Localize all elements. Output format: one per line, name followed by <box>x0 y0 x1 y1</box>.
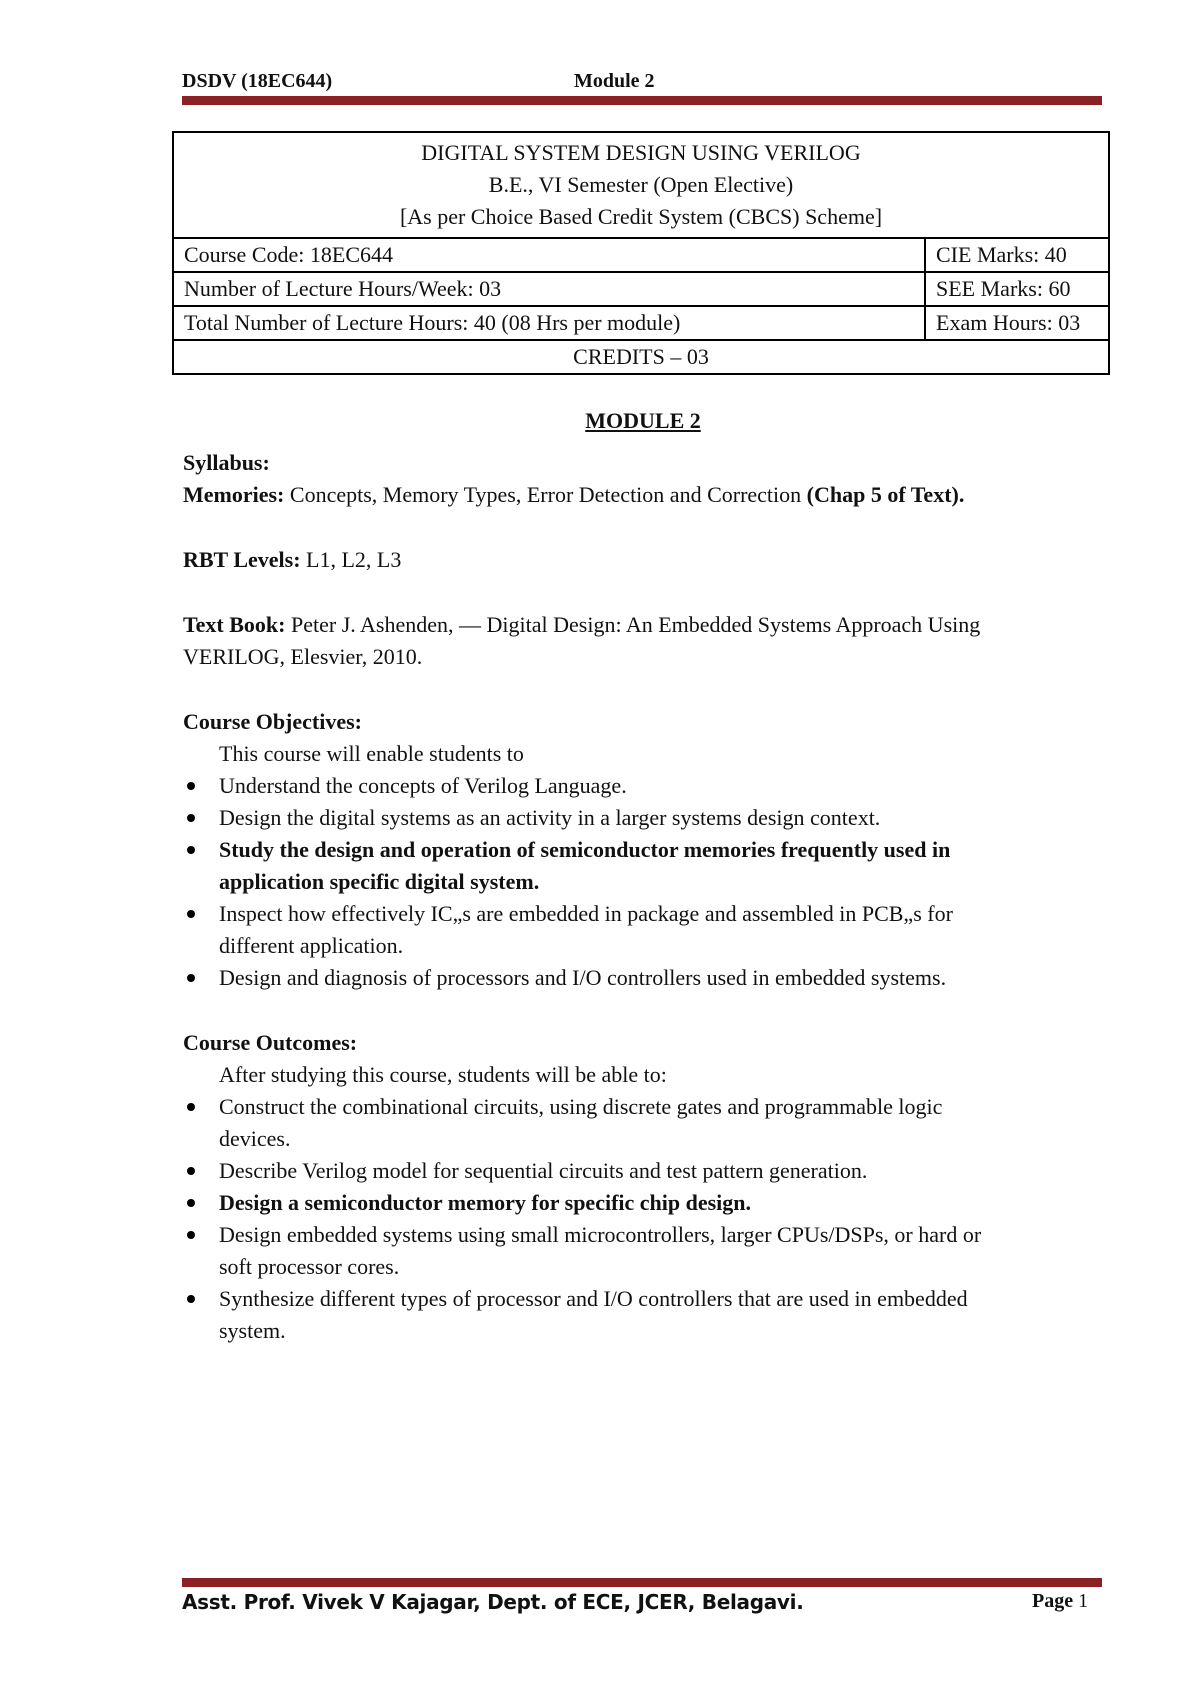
list-item-text: Synthesize different types of processor and I/O controllers that are used in embedded <box>219 1286 968 1311</box>
rbt-text: L1, L2, L3 <box>300 547 402 572</box>
list-item <box>183 1155 1103 1187</box>
table-row <box>173 272 1109 306</box>
memories-line <box>183 479 1103 511</box>
page-number <box>1032 1590 1088 1613</box>
page-label: Page <box>1032 1590 1074 1612</box>
list-item <box>183 834 1103 898</box>
list-item-text: system. <box>219 1318 286 1343</box>
total-lecture-hours-cell: Total Number of Lecture Hours: 40 (08 Hrs per module) <box>173 306 925 340</box>
bullet-icon <box>187 782 195 790</box>
table-row <box>173 238 1109 272</box>
memories-ref: (Chap 5 of Text). <box>806 482 965 507</box>
credits-cell: CREDITS – 03 <box>173 340 1109 374</box>
header-rule <box>182 96 1102 105</box>
memories-label: Memories: <box>183 482 285 507</box>
list-item-text: Design a semiconductor memory for specific chip design. <box>219 1190 752 1215</box>
footer-author: Asst. Prof. Vivek V Kajagar, Dept. of ECE, JCER, Belagavi. <box>182 1590 804 1614</box>
list-item <box>183 802 1103 834</box>
list-item-text: Describe Verilog model for sequential circuits and test pattern generation. <box>219 1158 868 1183</box>
outcomes-intro: After studying this course, students will be able to: <box>219 1062 667 1087</box>
bullet-icon <box>187 1199 195 1207</box>
bullet-icon <box>187 1103 195 1111</box>
module-title: MODULE 2 <box>585 408 701 433</box>
bullet-icon <box>187 910 195 918</box>
list-item-text: application specific digital system. <box>219 869 540 894</box>
objectives-heading: Course Objectives: <box>183 709 363 734</box>
list-item <box>183 898 1103 962</box>
course-scheme: [As per Choice Based Credit System (CBCS) Scheme] <box>399 204 883 229</box>
course-info-table <box>172 131 1110 375</box>
textbook-line <box>183 609 1103 641</box>
list-item <box>183 770 1103 802</box>
course-code-cell: Course Code: 18EC644 <box>173 238 925 272</box>
see-marks-cell: SEE Marks: 60 <box>925 272 1109 306</box>
table-row <box>173 340 1109 374</box>
page-number-value: 1 <box>1078 1590 1089 1612</box>
outcomes-heading: Course Outcomes: <box>183 1030 358 1055</box>
list-item <box>183 1219 1103 1283</box>
lecture-hours-week-cell: Number of Lecture Hours/Week: 03 <box>173 272 925 306</box>
table-row <box>173 306 1109 340</box>
course-semester: B.E., VI Semester (Open Elective) <box>488 172 794 197</box>
list-item-text: Design and diagnosis of processors and I/O controllers used in embedded systems. <box>219 965 947 990</box>
bullet-icon <box>187 1295 195 1303</box>
list-item-text: Understand the concepts of Verilog Language. <box>219 773 627 798</box>
header-module: Module 2 <box>574 70 655 92</box>
textbook-text-1: Peter J. Ashenden, ― Digital Design: An Embedded Systems Approach Using <box>285 612 981 637</box>
header-course-code: DSDV (18EC644) <box>182 70 333 92</box>
list-item <box>183 962 1103 994</box>
bullet-icon <box>187 974 195 982</box>
list-item-text: devices. <box>219 1126 291 1151</box>
list-item <box>183 1091 1103 1155</box>
objectives-intro: This course will enable students to <box>219 741 524 766</box>
exam-hours-cell: Exam Hours: 03 <box>925 306 1109 340</box>
footer-rule <box>182 1578 1102 1587</box>
module-content <box>183 405 1103 1347</box>
bullet-icon <box>187 846 195 854</box>
list-item-text: Inspect how effectively IC„s are embedded in package and assembled in PCB„s for <box>219 901 953 926</box>
rbt-label: RBT Levels: <box>183 547 301 572</box>
rbt-line <box>183 544 1103 576</box>
objectives-list <box>183 770 1103 994</box>
textbook-label: Text Book: <box>183 612 286 637</box>
list-item-text: Study the design and operation of semiconductor memories frequently used in <box>219 837 951 862</box>
bullet-icon <box>187 814 195 822</box>
syllabus-label: Syllabus: <box>183 450 270 475</box>
list-item-text: Construct the combinational circuits, using discrete gates and programmable logic <box>219 1094 943 1119</box>
outcomes-list <box>183 1091 1103 1347</box>
cie-marks-cell: CIE Marks: 40 <box>925 238 1109 272</box>
list-item <box>183 1187 1103 1219</box>
memories-text: Concepts, Memory Types, Error Detection and Correction <box>284 482 807 507</box>
course-title: DIGITAL SYSTEM DESIGN USING VERILOG <box>421 140 861 165</box>
textbook-text-2: VERILOG, Elesvier, 2010. <box>183 644 423 669</box>
bullet-icon <box>187 1231 195 1239</box>
list-item-text: Design embedded systems using small microcontrollers, larger CPUs/DSPs, or hard or <box>219 1222 982 1247</box>
course-title-cell <box>173 132 1109 238</box>
list-item-text: Design the digital systems as an activity in a larger systems design context. <box>219 805 881 830</box>
list-item-text: soft processor cores. <box>219 1254 400 1279</box>
bullet-icon <box>187 1167 195 1175</box>
list-item-text: different application. <box>219 933 404 958</box>
list-item <box>183 1283 1103 1347</box>
